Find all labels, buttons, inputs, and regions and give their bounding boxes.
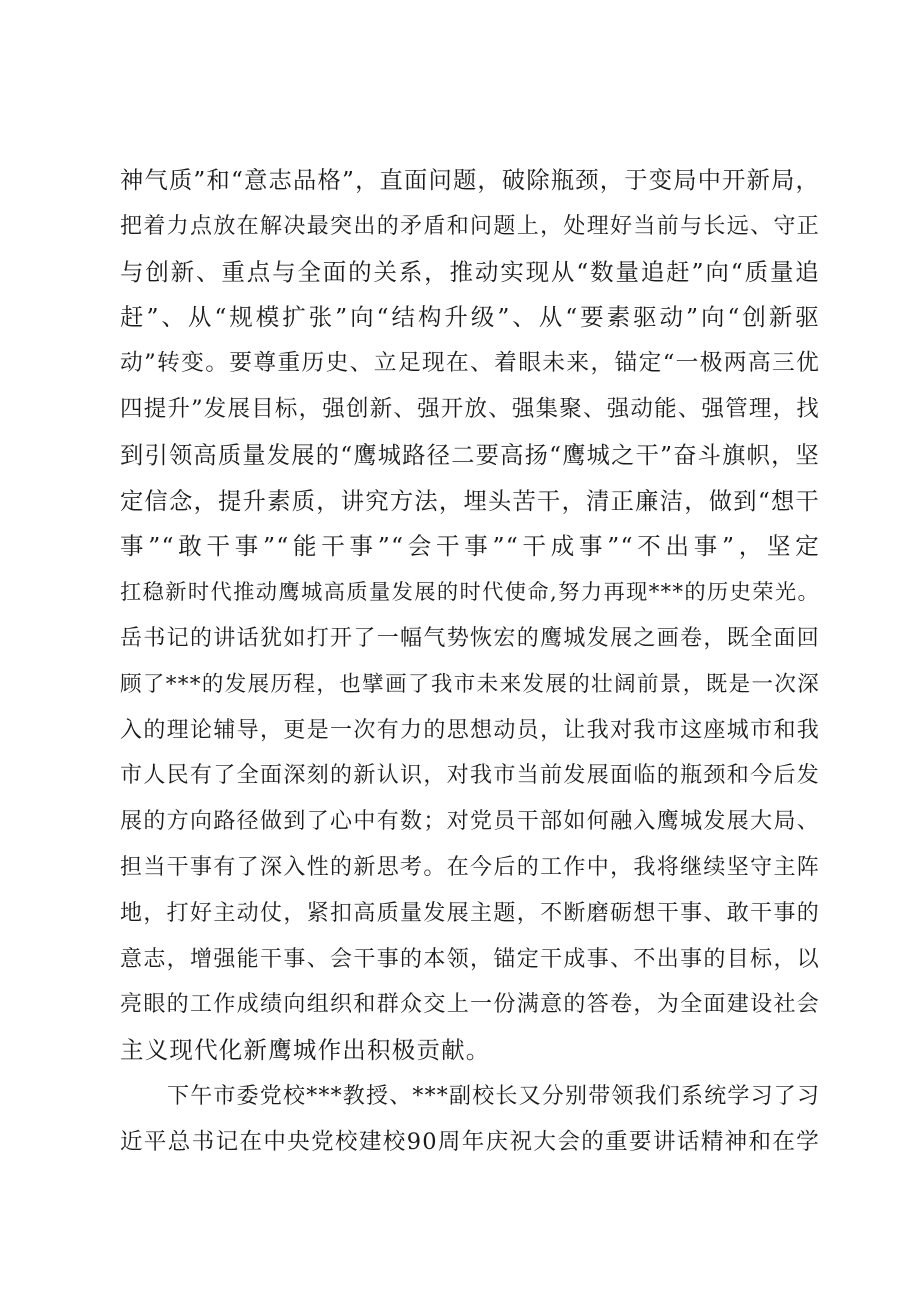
text-line: 主义现代化新鹰城作出积极贡献。 bbox=[120, 1036, 491, 1065]
text-line: 顾了***的发展历程，也擘画了我市未来发展的壮阔前景，既是一次深 bbox=[120, 671, 820, 697]
text-line: 扛稳新时代推动鹰城高质量发展的时代使命,努力再现***的历史荣光。 bbox=[120, 580, 820, 606]
body-text bbox=[120, 158, 820, 1166]
text-line: 近平总书记在中央党校建校90周年庆祝大会的重要讲话精神和在学 bbox=[120, 1128, 820, 1155]
text-line: 神气质”和“意志品格”，直面问题，破除瓶颈，于变局中开新局， bbox=[120, 167, 820, 194]
text-line: 意志，增强能干事、会干事的本领，锚定干成事、不出事的目标，以 bbox=[120, 946, 820, 972]
text-line: 定信念，提升素质，讲究方法，埋头苦干，清正廉洁，做到“想干 bbox=[120, 487, 820, 515]
text-line: 事”“敢干事”“能干事”“会干事”“干成事”“不出事”，坚定 bbox=[120, 532, 820, 561]
text-line: 担当干事有了深入性的新思考。在今后的工作中，我将继续坚守主阵 bbox=[120, 854, 820, 880]
text-line: 把着力点放在解决最突出的矛盾和问题上，处理好当前与长远、守正 bbox=[120, 213, 820, 239]
text-line: 到引领高质量发展的“鹰城路径二要高扬“鹰城之干”奋斗旗帜，坚 bbox=[120, 441, 820, 469]
text-line: 岳书记的讲话犹如打开了一幅气势恢宏的鹰城发展之画卷，既全面回 bbox=[120, 625, 820, 651]
text-line: 四提升”发展目标，强创新、强开放、强集聚、强动能、强管理，找 bbox=[120, 395, 821, 422]
text-line: 展的方向路径做到了心中有数；对党员干部如何融入鹰城发展大局、 bbox=[120, 809, 820, 835]
text-line: 下午市委党校***教授、***副校长又分别带领我们系统学习了习 bbox=[167, 1083, 821, 1109]
text-line: 与创新、重点与全面的关系，推动实现从“数量追赶”向“质量追 bbox=[120, 257, 820, 286]
text-line: 赶”、从“规模扩张”向“结构升级”、从“要素驱动”向“创新驱 bbox=[120, 303, 820, 332]
text-line: 入的理论辅导，更是一次有力的思想动员，让我对我市这座城市和我 bbox=[120, 717, 820, 743]
text-line: 亮眼的工作成绩向组织和群众交上一份满意的答卷，为全面建设社会 bbox=[120, 992, 820, 1018]
text-line: 市人民有了全面深刻的新认识，对我市当前发展面临的瓶颈和今后发 bbox=[120, 763, 820, 789]
text-line: 动”转变。要尊重历史、立足现在、着眼未来，锚定“一极两高三优 bbox=[120, 350, 820, 377]
text-line: 地，打好主动仗，紧扣高质量发展主题，不断磨砺想干事、敢干事的 bbox=[120, 900, 820, 926]
